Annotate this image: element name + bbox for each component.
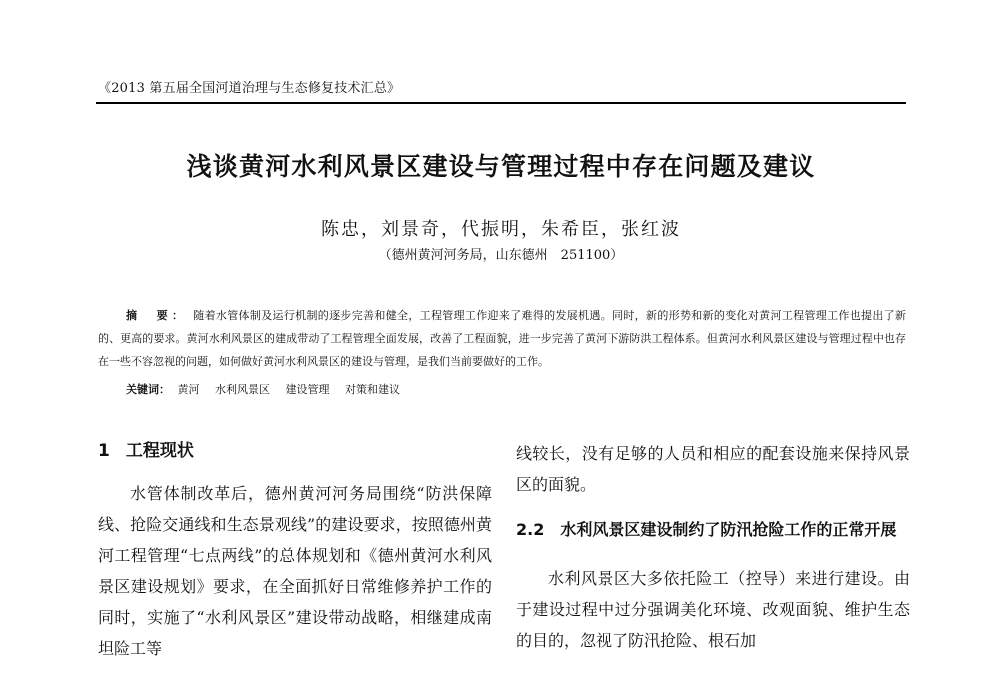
abstract [98,304,906,373]
left-column [98,438,492,664]
body-paragraph: 水利风景区大多依托险工（控导）来进行建设。由于建设过程中过分强调美化环境、改观面貌、维护生态的目的，忽视了防汛抢险、根石加 [516,569,910,650]
abstract-label: 摘 要： [126,309,188,322]
keyword: 建设管理 [285,383,330,396]
keyword: 对策和建议 [345,383,400,396]
keyword: 黄河 [177,383,200,396]
running-header: 《2013 第五届全国河道治理与生态修复技术汇总》 [98,81,401,96]
section-title: 工程现状 [125,441,194,461]
body-paragraph: 水管体制改革后，德州黄河河务局围绕“防洪保障线、抢险交通线和生态景观线”的建设要求，按照德州黄河工程管理“七点两线”的总体规划和《德州黄河水利风景区建设规划》要求，在全面抓好日常维修养护工作的同时，实施了“水利风景区”建设带动战略，相继建成南坦险工等 [98,484,492,658]
section-number: 1 [98,441,110,461]
header-rule [96,102,906,104]
body-paragraph-continued: 线较长，没有足够的人员和相应的配套设施来保持风景区的面貌。 [516,444,910,494]
subsection-heading: 2.2 水利风景区建设制约了防汛抢险工作的正常开展 [516,520,897,539]
keywords-label: 关键词： [126,383,170,396]
abstract-text: 随着水管体制及运行机制的逐步完善和健全，工程管理工作迎来了难得的发展机遇。同时，新的形势和新的变化对黄河工程管理工作也提出了新的、更高的要求。黄河水利风景区的建成带动了工程管理全面发展，改善了工程面貌，进一步完善了黄河下游防洪工程体系。但黄河水利风景区建设与管理过程中也存在一些不容忽视的问题，如何做好黄河水利风景区的建设与管理，是我们当前要做好的工作。 [98,309,907,368]
paper-title: 浅谈黄河水利风景区建设与管理过程中存在问题及建议 [186,152,816,181]
keyword: 水利风景区 [215,383,270,396]
keywords [126,380,906,400]
right-column [516,438,910,656]
author-list: 陈忠，刘景奇，代振明，朱希臣，张红波 [321,219,681,240]
affiliation: （德州黄河河务局，山东德州 251100） [378,248,624,263]
section-heading [98,438,492,464]
